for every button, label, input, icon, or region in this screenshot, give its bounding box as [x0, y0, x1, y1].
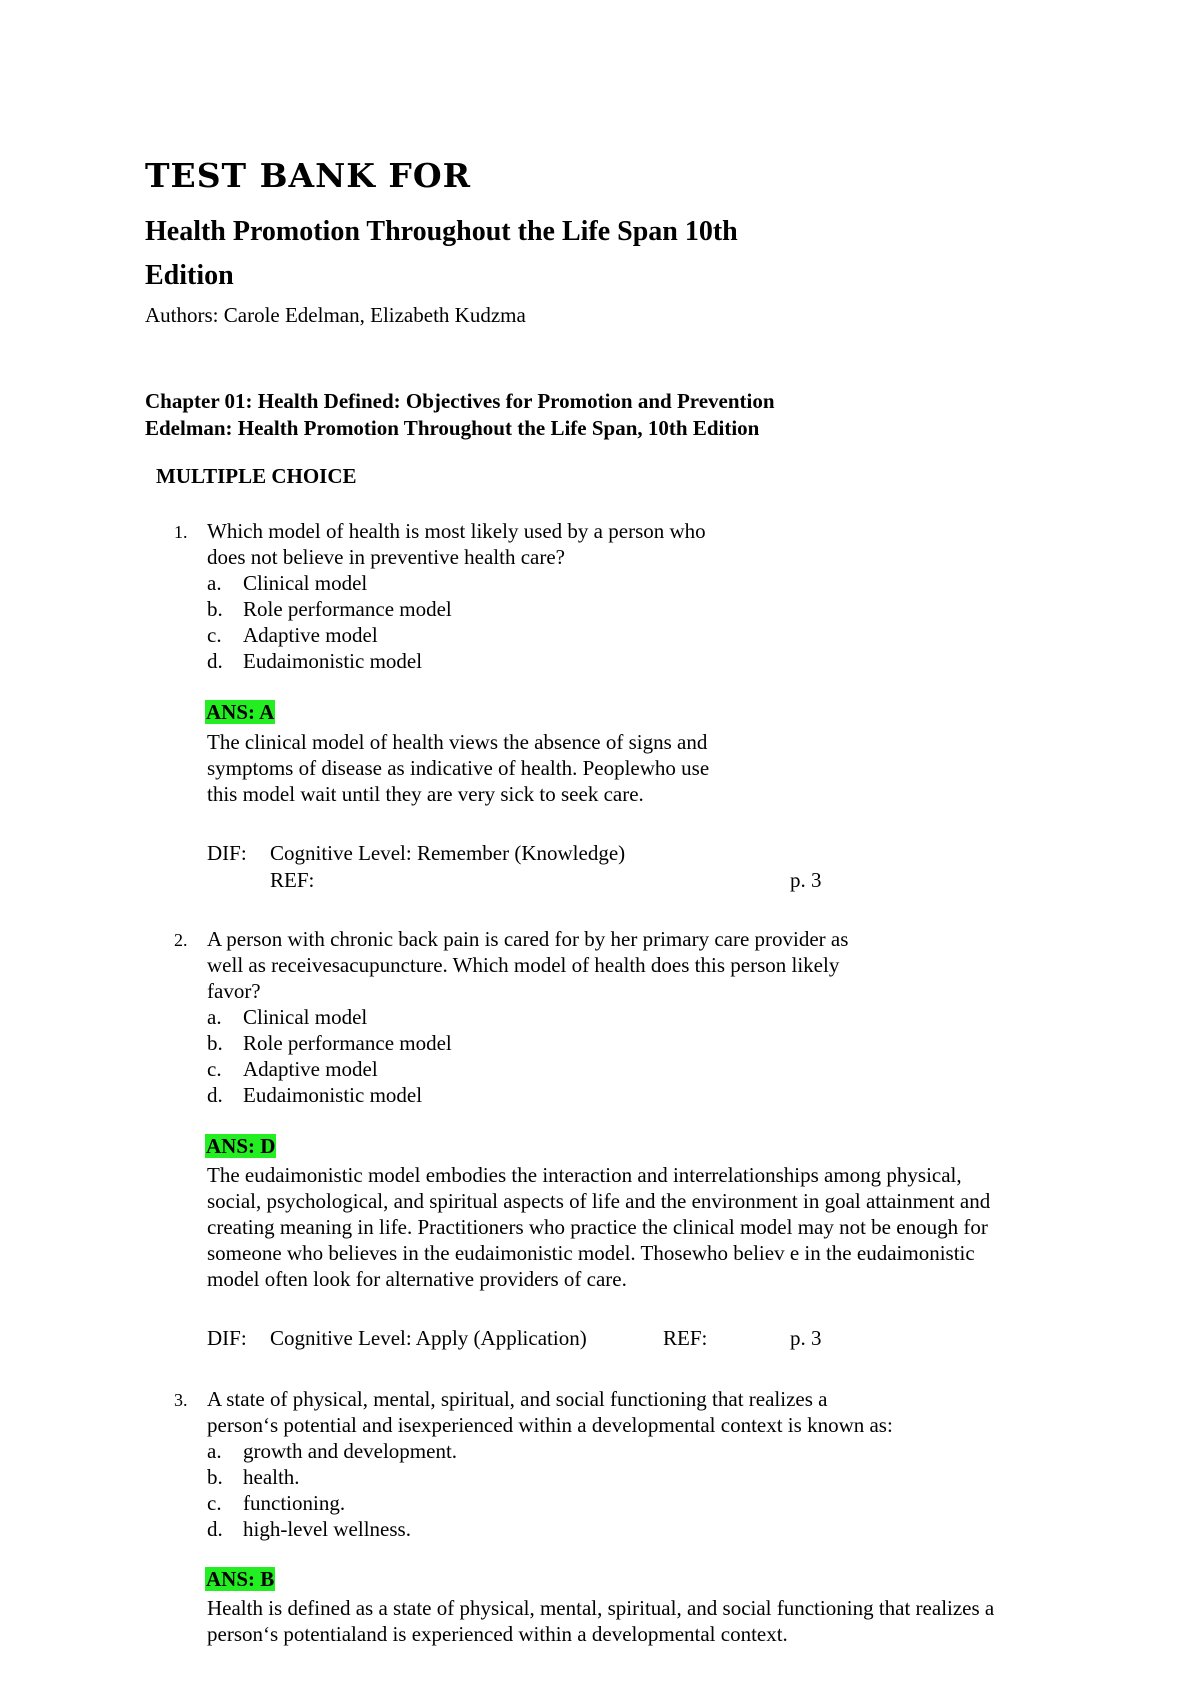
option-a: a. Clinical model	[207, 571, 368, 595]
section-heading: MULTIPLE CHOICE	[156, 464, 357, 488]
option-c: c. Adaptive model	[207, 623, 378, 647]
question-1-stem-line1: Which model of health is most likely used by a person who	[207, 519, 706, 543]
rationale-2-line4: someone who believes in the eudaimonistic model. Thosewho believ e in the eudaimonistic	[207, 1241, 975, 1265]
ref-page-2: p. 3	[790, 1326, 822, 1350]
rationale-2-line3: creating meaning in life. Practitioners who practice the clinical model may not be enough for	[207, 1215, 988, 1239]
dif-label-2: DIF:	[207, 1326, 247, 1350]
option-c: c. functioning.	[207, 1491, 346, 1515]
ref-label-2: REF:	[663, 1326, 708, 1350]
option-d: d. Eudaimonistic model	[207, 649, 423, 673]
answer-badge-1: ANS: A	[206, 700, 275, 724]
rationale-3	[207, 1595, 994, 1647]
dif-label-1: DIF:	[207, 841, 247, 865]
rationale-1	[207, 729, 709, 807]
rationale-3-line1: Health is defined as a state of physical, mental, spiritual, and social functioning that realizes a	[207, 1596, 995, 1620]
rationale-1-line2: symptoms of disease as indicative of health. Peoplewho use	[207, 756, 710, 780]
rationale-1-line1: The clinical model of health views the absence of signs and	[207, 730, 708, 754]
option-b: b. Role performance model	[207, 597, 452, 621]
question-3-number: 3.	[174, 1390, 188, 1410]
option-a: a. Clinical model	[207, 1005, 368, 1029]
answer-badge-2: ANS: D	[206, 1134, 276, 1158]
option-c: c. Adaptive model	[207, 1057, 378, 1081]
test-bank-heading: TEST BANK FOR	[145, 156, 472, 195]
option-b: b. health.	[207, 1465, 300, 1489]
option-d: d. Eudaimonistic model	[207, 1083, 423, 1107]
question-2-stem-line3: favor?	[207, 979, 261, 1003]
dif-text-2: Cognitive Level: Apply (Application)	[270, 1326, 587, 1350]
chapter-line2: Edelman: Health Promotion Throughout the Life Span, 10th Edition	[145, 416, 760, 440]
question-2-stem-line2: well as receivesacupuncture. Which model of health does this person likely	[207, 953, 840, 977]
option-a: a. growth and development.	[207, 1439, 458, 1463]
ref-page-1: p. 3	[790, 868, 822, 892]
rationale-3-line2: person‘s potentialand is experienced within a developmental context.	[207, 1622, 788, 1646]
ref-label-1: REF:	[270, 868, 315, 892]
book-title-line1: Health Promotion Throughout the Life Span 10th	[145, 216, 738, 247]
authors: Authors: Carole Edelman, Elizabeth Kudzma	[145, 303, 526, 327]
rationale-2-line2: social, psychological, and spiritual aspects of life and the environment in goal attainment and	[207, 1189, 991, 1213]
question-1-number: 1.	[174, 522, 188, 542]
option-b: b. Role performance model	[207, 1031, 452, 1055]
option-d: d. high-level wellness.	[207, 1517, 411, 1541]
dif-text-1: Cognitive Level: Remember (Knowledge)	[270, 841, 626, 865]
question-1	[207, 518, 706, 674]
question-2	[207, 926, 848, 1108]
rationale-2	[207, 1162, 990, 1292]
rationale-1-line3: this model wait until they are very sick to seek care.	[207, 782, 644, 806]
chapter-heading	[145, 388, 775, 442]
question-2-number: 2.	[174, 930, 188, 950]
answer-badge-3: ANS: B	[206, 1567, 275, 1591]
question-1-stem-line2: does not believe in preventive health care?	[207, 545, 566, 569]
rationale-2-line5: model often look for alternative providers of care.	[207, 1267, 627, 1291]
question-3-stem-line1: A state of physical, mental, spiritual, and social functioning that realizes a	[207, 1387, 828, 1411]
book-title-line2: Edition	[145, 260, 234, 291]
rationale-2-line1: The eudaimonistic model embodies the interaction and interrelationships among physical,	[207, 1163, 962, 1187]
question-3	[207, 1386, 893, 1542]
question-3-stem-line2: person‘s potential and isexperienced within a developmental context is known as:	[207, 1413, 893, 1437]
question-2-stem-line1: A person with chronic back pain is cared for by her primary care provider as	[207, 927, 849, 951]
book-title	[145, 210, 738, 298]
chapter-line1: Chapter 01: Health Defined: Objectives for Promotion and Prevention	[145, 389, 775, 413]
